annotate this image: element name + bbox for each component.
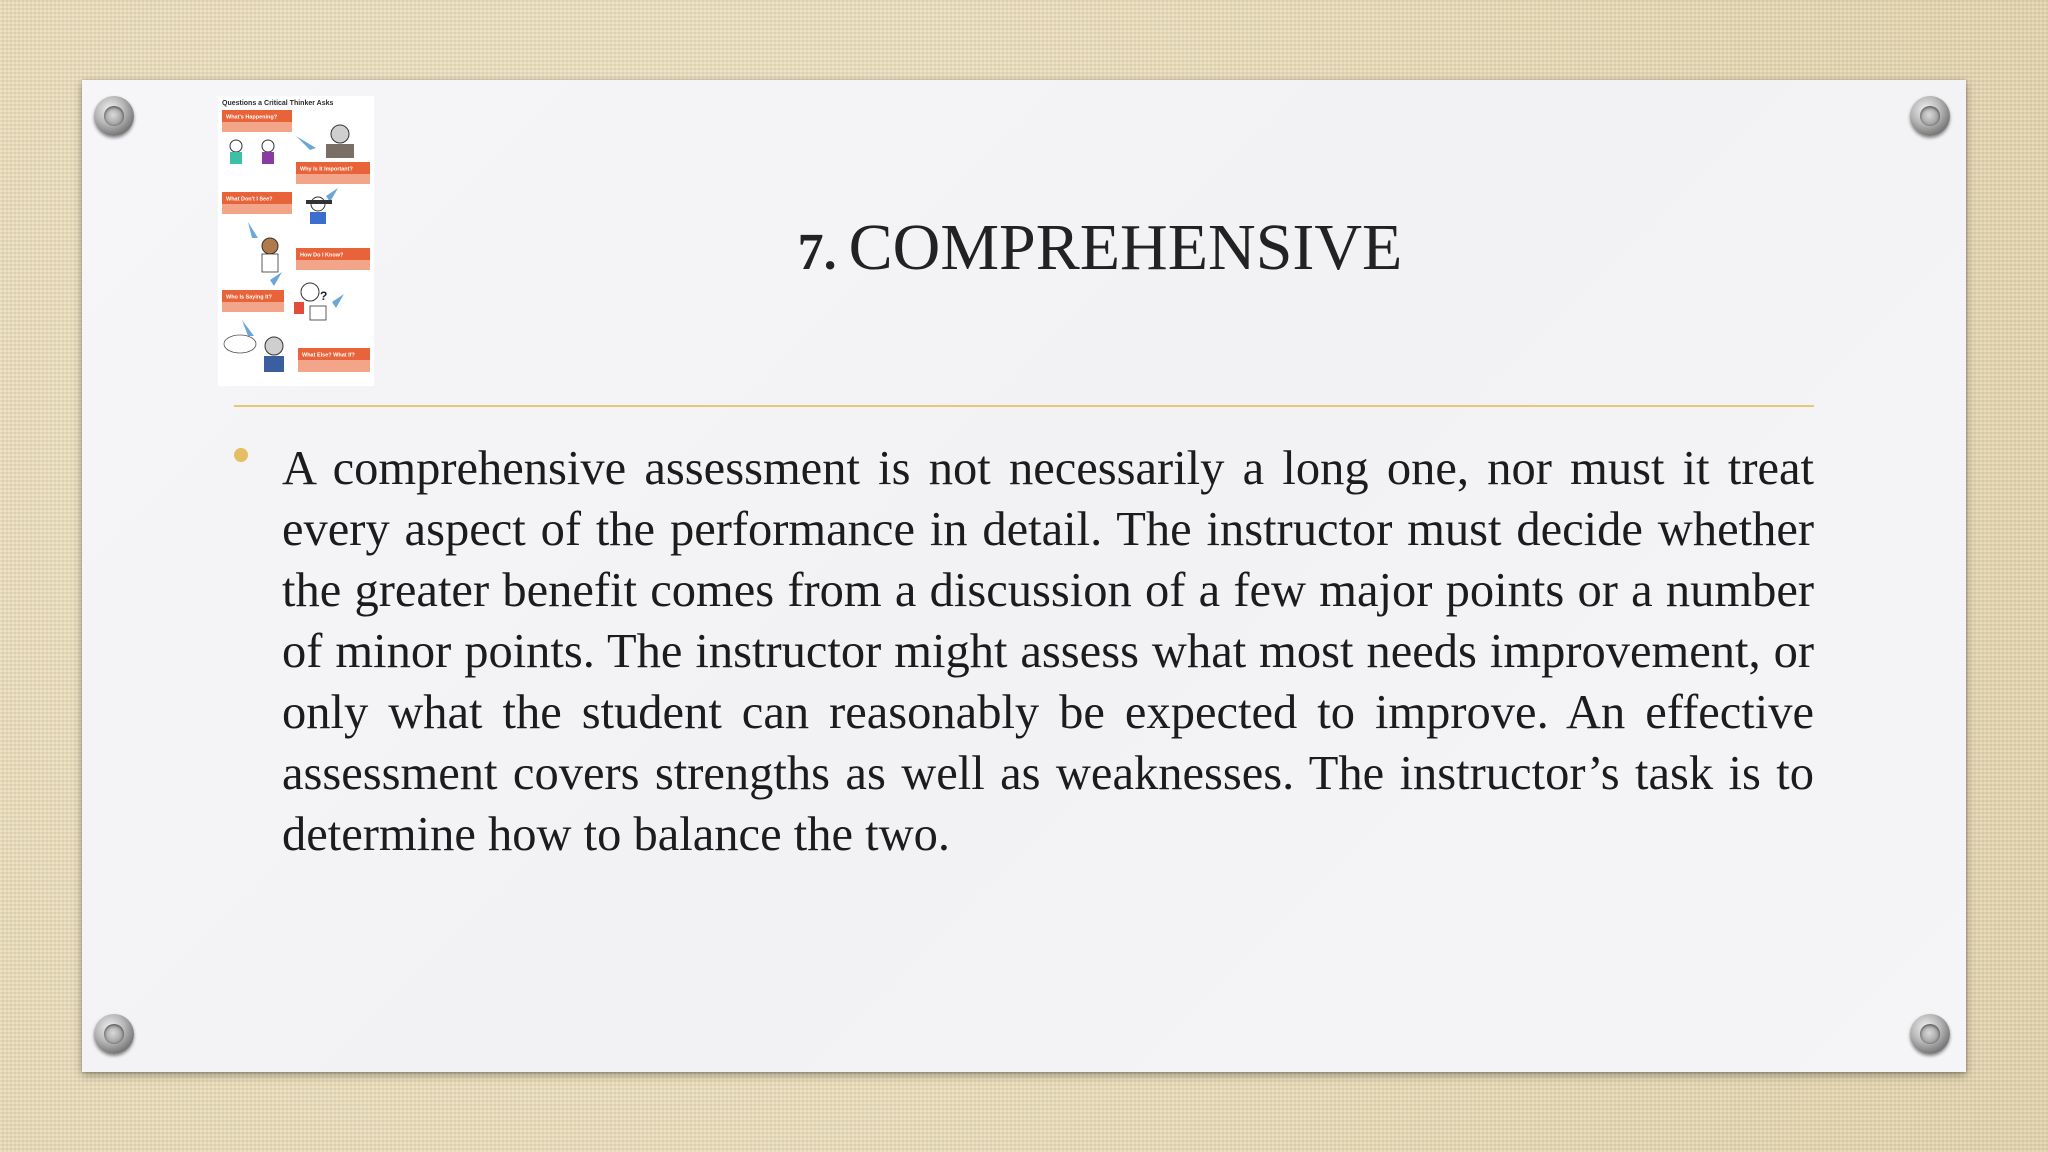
figure-head-icon: [262, 140, 274, 152]
figure-head-icon: [331, 125, 349, 143]
grommet-top-right-icon: [1910, 96, 1950, 136]
body-paragraph: A comprehensive assessment is not necessarily a long one, nor must it treat every aspect of the performance in detail. The instructor must decide whether the greater benefit comes from a discussion of a few major points or a number of minor points. The instructor might assess what most needs improvement, or only what the student can reasonably be expected to improve. An effective assessment covers strengths as well as weaknesses. The instructor’s task is to determine how to balance the two.: [282, 442, 1814, 861]
arrow-icon: [296, 136, 316, 150]
speech-bubble-icon: [224, 335, 256, 353]
arrow-icon: [270, 272, 282, 286]
arrow-icon: [242, 320, 254, 336]
question-mark-icon: ?: [320, 289, 328, 303]
figure-head-icon: [265, 337, 283, 355]
figure-head-icon: [230, 140, 242, 152]
grommet-bottom-right-icon: [1910, 1014, 1950, 1054]
infographic-label: How Do I Know?: [300, 252, 344, 259]
title-number: 7.: [797, 224, 837, 281]
infographic-label: What's Happening?: [226, 114, 278, 121]
grommet-top-left-icon: [94, 96, 134, 136]
critical-thinker-infographic: [218, 96, 374, 386]
arrow-icon: [248, 222, 258, 238]
arrow-icon: [332, 294, 344, 308]
title-text: COMPREHENSIVE: [848, 211, 1403, 284]
infographic-label: What Else? What If?: [302, 352, 355, 359]
bullet-icon: [234, 448, 248, 462]
title-divider: [234, 405, 1814, 407]
figure-head-icon: [262, 238, 278, 254]
infographic-heading: Questions a Critical Thinker Asks: [222, 100, 334, 107]
figure-head-icon: [301, 283, 319, 301]
infographic-label: Why Is It Important?: [300, 166, 353, 173]
infographic-label: What Don't I See?: [226, 196, 273, 203]
infographic-label: Who Is Saying It?: [226, 294, 272, 301]
grommet-bottom-left-icon: [94, 1014, 134, 1054]
arrow-icon: [326, 188, 338, 202]
slide-title: [600, 208, 1600, 293]
